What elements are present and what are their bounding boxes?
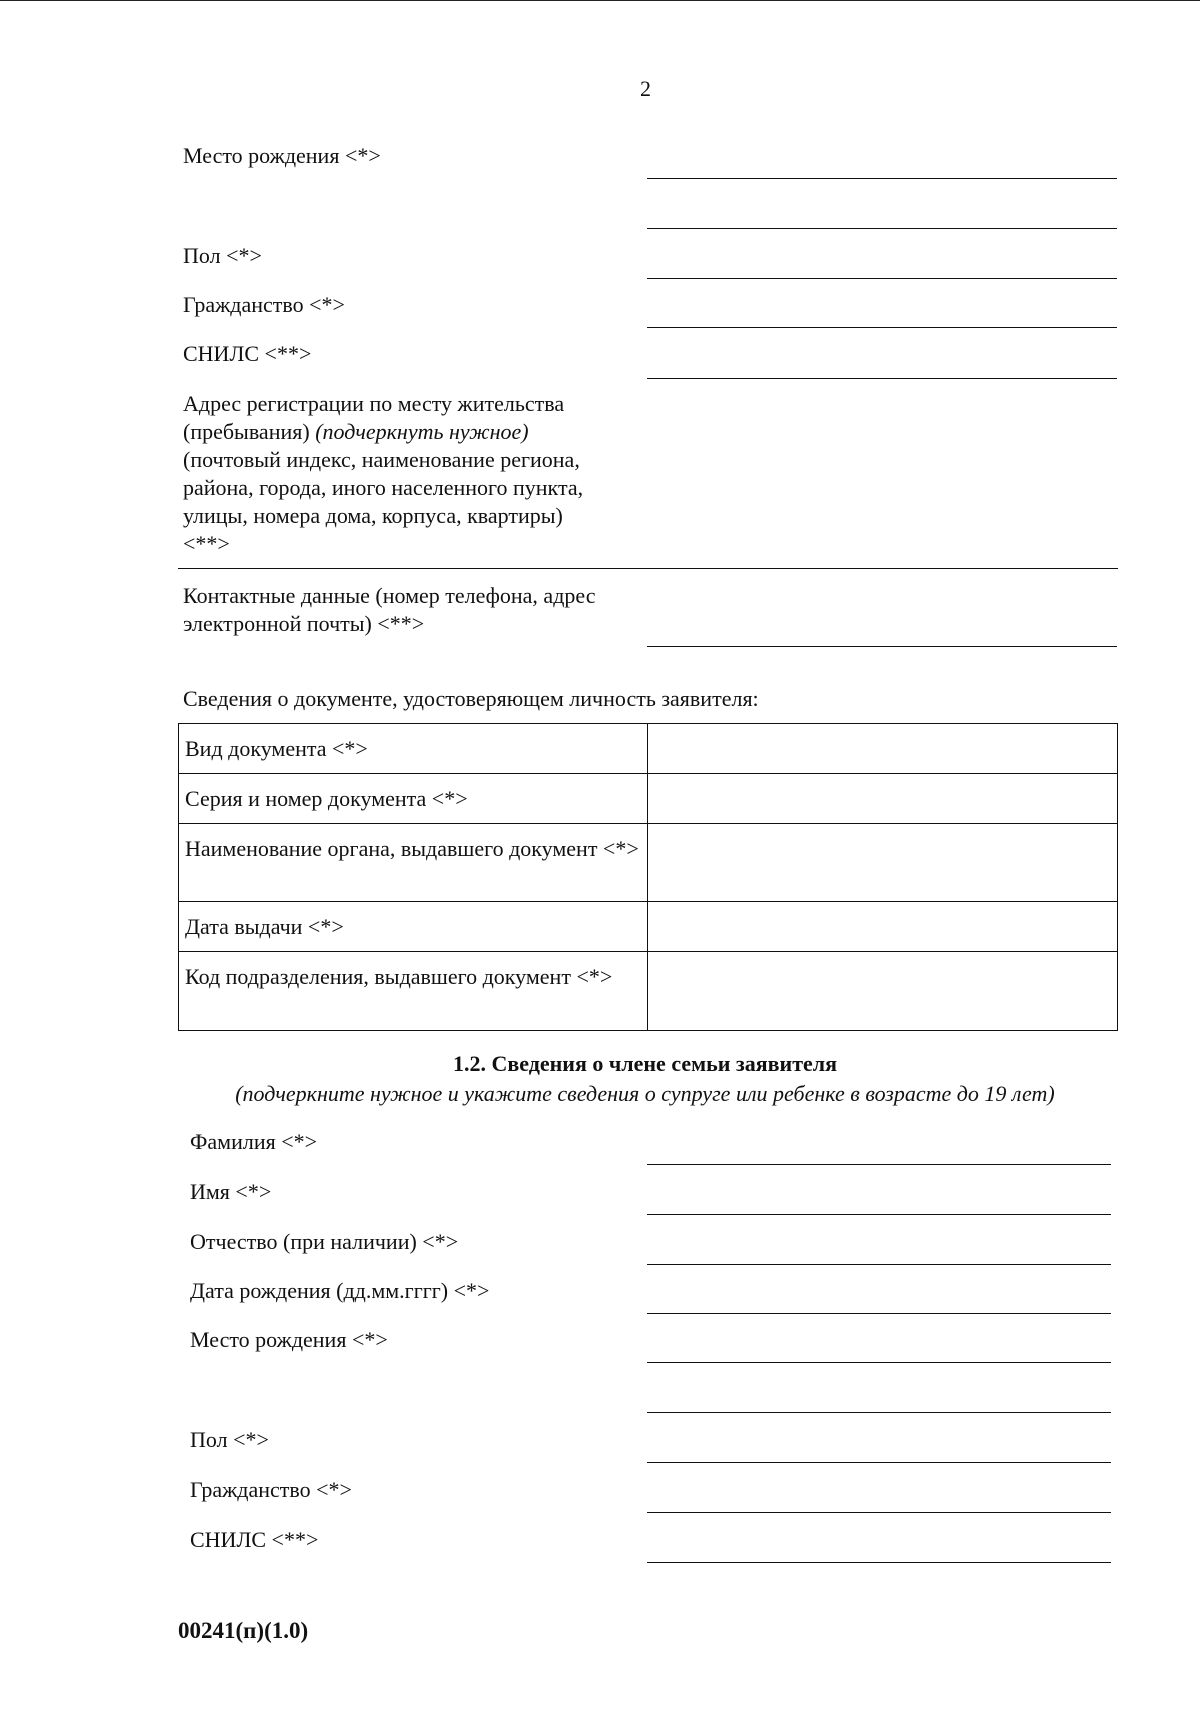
family-birthplace-label: Место рождения <*> [190,1327,388,1352]
document-section-title: Сведения о документе, удостоверяющем личность заявителя: [183,686,759,711]
document-table [178,723,1118,1031]
table-row [179,952,1118,1031]
address-line-1: Адрес регистрации по месту жительства [183,391,565,416]
family-section-title: 1.2. Сведения о члене семьи заявителя [452,1051,838,1076]
citizenship-label: Гражданство <*> [183,292,345,317]
citizenship-field-line[interactable] [647,327,1117,328]
family-citizenship-field-line[interactable] [647,1512,1111,1513]
scan-top-edge [0,0,1200,1]
address-line-6: <**> [183,531,230,556]
address-line-2 [183,418,583,446]
family-section-subtitle: (подчеркните нужное и укажите сведения о супруге или ребенке в возрасте до 19 лет) [235,1081,1055,1106]
family-patronymic-field-line[interactable] [647,1264,1111,1265]
family-birthdate-field-line[interactable] [647,1313,1111,1314]
contact-line-1: Контактные данные (номер телефона, адрес [183,583,596,608]
sex-label: Пол <*> [183,243,262,268]
contact-label [183,582,595,638]
doc-division-code-label: Код подразделения, выдавшего документ <*> [179,952,648,1031]
address-line-2-text: (пребывания) [183,419,310,444]
table-row [179,774,1118,824]
birthplace-field-line-1[interactable] [647,178,1117,179]
sex-field-line[interactable] [647,278,1117,279]
contact-line-2: электронной почты) <**> [183,611,425,636]
snils-field-line[interactable] [647,378,1117,379]
birthplace-label: Место рождения <*> [183,143,381,168]
page-number: 2 [640,76,651,101]
address-field-line[interactable] [178,568,1118,569]
doc-issuer-label: Наименование органа, выдавшего документ <*> [179,824,648,902]
address-label [183,390,583,558]
address-line-4: района, города, иного населенного пункта, [183,475,584,500]
table-row [179,724,1118,774]
doc-issuer-value[interactable] [648,824,1118,902]
contact-field-line[interactable] [647,646,1117,647]
birthplace-field-line-2[interactable] [647,228,1117,229]
family-patronymic-label: Отчество (при наличии) <*> [190,1229,459,1254]
family-name-field-line[interactable] [647,1214,1111,1215]
family-snils-field-line[interactable] [647,1562,1111,1563]
family-surname-field-line[interactable] [647,1164,1111,1165]
doc-division-code-value[interactable] [648,952,1118,1031]
address-line-3: (почтовый индекс, наименование региона, [183,447,580,472]
doc-number-value[interactable] [648,774,1118,824]
family-birthplace-field-line-1[interactable] [647,1362,1111,1363]
address-underline-hint: (подчеркнуть нужное) [315,419,529,444]
family-birthdate-label: Дата рождения (дд.мм.гггг) <*> [190,1278,490,1303]
doc-number-label: Серия и номер документа <*> [179,774,648,824]
doc-issue-date-label: Дата выдачи <*> [179,902,648,952]
family-surname-label: Фамилия <*> [190,1129,318,1154]
doc-type-label: Вид документа <*> [179,724,648,774]
address-line-5: улицы, номера дома, корпуса, квартиры) [183,503,563,528]
family-citizenship-label: Гражданство <*> [190,1477,352,1502]
snils-label: СНИЛС <**> [183,341,312,366]
table-row [179,902,1118,952]
doc-issue-date-value[interactable] [648,902,1118,952]
family-sex-label: Пол <*> [190,1427,269,1452]
table-row [179,824,1118,902]
form-code: 00241(п)(1.0) [178,1618,309,1643]
family-sex-field-line[interactable] [647,1462,1111,1463]
family-birthplace-field-line-2[interactable] [647,1412,1111,1413]
family-name-label: Имя <*> [190,1179,272,1204]
family-snils-label: СНИЛС <**> [190,1527,319,1552]
doc-type-value[interactable] [648,724,1118,774]
